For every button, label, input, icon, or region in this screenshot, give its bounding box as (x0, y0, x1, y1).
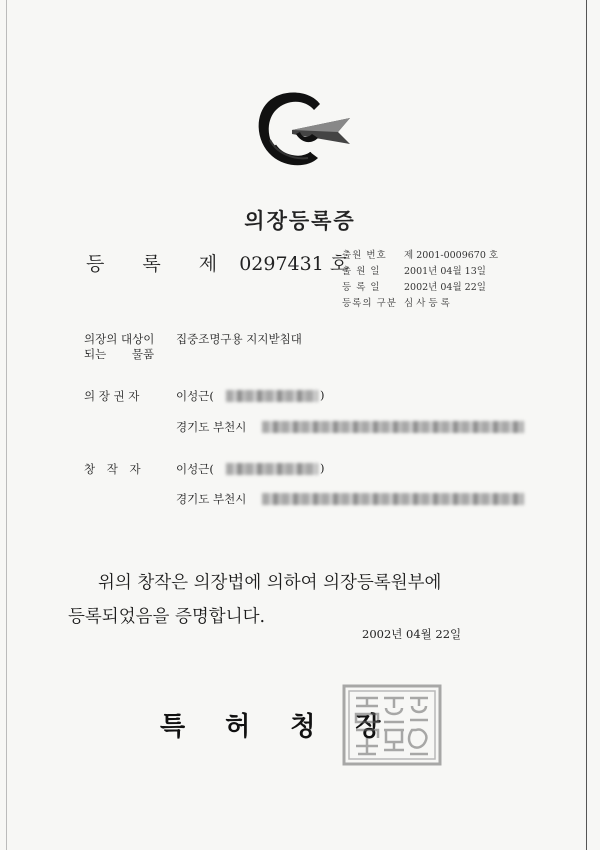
statement-line-1: 위의 창작은 의장법에 의하여 의장등록원부에 (98, 573, 442, 593)
registration-suffix: 호 (329, 253, 349, 275)
design-object-label-2: 되는 물품 (84, 347, 155, 361)
official-seal-stamp (342, 684, 442, 766)
creator-id-redacted (226, 463, 318, 475)
application-info (342, 248, 498, 312)
registration-prefix: 등 록 제 (86, 253, 234, 275)
statement-line-2: 등록되었음을 증명합니다. (68, 607, 266, 627)
registration-number (86, 249, 348, 276)
page-edge-left (6, 0, 7, 850)
issue-date: 2002년 04월 22일 (362, 627, 462, 641)
owner-name-close: ) (320, 388, 325, 402)
design-object-value: 집중조명구용 지지받침대 (176, 332, 302, 346)
page-edge-right (586, 0, 587, 850)
registration-number-value: 0297431 (239, 253, 324, 275)
info-row: 등 록 일 2002년 04월 22일 (342, 282, 486, 293)
info-row: 출 원 일 2001년 04월 13일 (342, 266, 486, 277)
info-row: 출원 번호 제 2001-0009670 호 (342, 250, 499, 261)
creator-name-close: ) (320, 461, 325, 475)
document-title: 의장등록증 (244, 209, 356, 233)
design-object-label-1: 의장의 대상이 (84, 332, 155, 346)
owner-name: 이성근( (176, 389, 214, 403)
government-emblem-logo (252, 82, 362, 172)
creator-name: 이성근( (176, 462, 214, 476)
certification-statement (68, 566, 528, 634)
info-row: 등록의 구분 심 사 등 록 (342, 298, 450, 309)
owner-id-redacted (226, 390, 318, 402)
owner-label: 의 장 권 자 (84, 389, 140, 403)
creator-address-redacted (262, 493, 524, 505)
owner-address: 경기도 부천시 (176, 420, 247, 434)
creator-address: 경기도 부천시 (176, 492, 247, 506)
creator-label: 창 작 자 (84, 462, 141, 476)
owner-address-redacted (262, 421, 524, 433)
issuing-office: 특허청장 (160, 712, 421, 742)
